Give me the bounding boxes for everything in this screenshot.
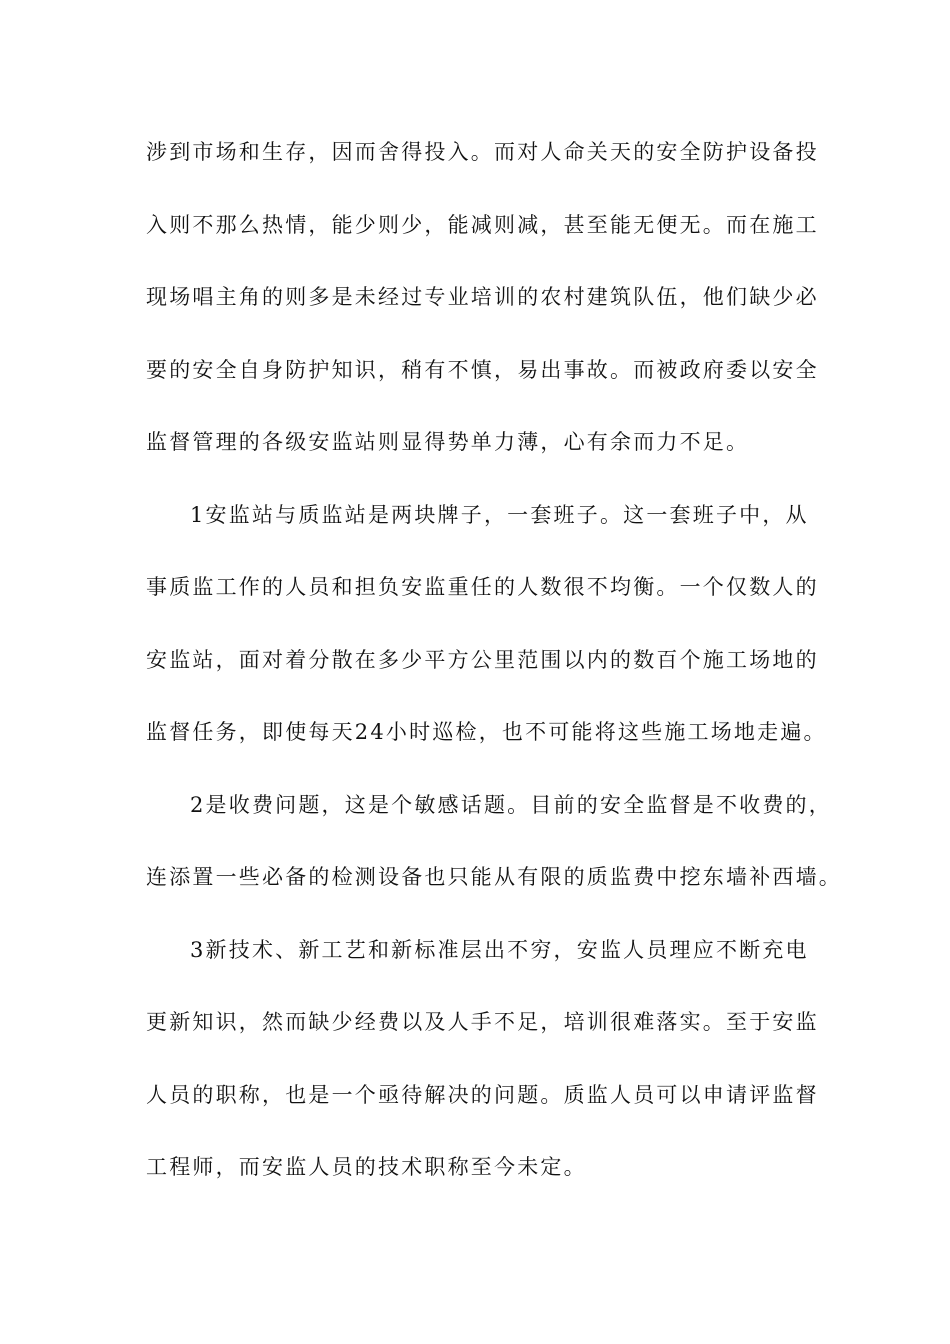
document-body xyxy=(146,130,842,1218)
text-line: 连添置一些必备的检测设备也只能从有限的质监费中挖东墙补西墙。 xyxy=(146,865,842,889)
text-line: 监督管理的各级安监站则显得势单力薄，心有余而力不足。 xyxy=(146,430,750,454)
text-line: 更新知识，然而缺少经费以及人手不足，培训很难落实。至于安监 xyxy=(146,1010,819,1034)
text-line: 事质监工作的人员和担负安监重任的人数很不均衡。一个仅数人的 xyxy=(146,575,819,599)
paragraph-start-line: 3新技术、新工艺和新标准层出不穷，安监人员理应不断充电 xyxy=(190,937,809,962)
text-line: 监督任务，即使每天24小时巡检，也不可能将这些施工场地走遍。 xyxy=(146,720,827,744)
text-line: 工程师，而安监人员的技术职称至今未定。 xyxy=(146,1155,587,1179)
paragraph-start-line: 1安监站与质监站是两块牌子，一套班子。这一套班子中，从 xyxy=(190,502,809,527)
text-line: 入则不那么热情，能少则少，能减则减，甚至能无便无。而在施工 xyxy=(146,212,819,237)
text-line: 人员的职称，也是一个亟待解决的问题。质监人员可以申请评监督 xyxy=(146,1082,819,1107)
paragraph-start-line: 2是收费问题，这是个敏感话题。目前的安全监督是不收费的， xyxy=(190,792,832,817)
text-line: 要的安全自身防护知识，稍有不慎，易出事故。而被政府委以安全 xyxy=(146,357,819,382)
text-line: 现场唱主角的则多是未经过专业培训的农村建筑队伍，他们缺少必 xyxy=(146,285,819,309)
text-line: 涉到市场和生存，因而舍得投入。而对人命关天的安全防护设备投 xyxy=(146,140,819,164)
text-line: 安监站，面对着分散在多少平方公里范围以内的数百个施工场地的 xyxy=(146,647,819,672)
